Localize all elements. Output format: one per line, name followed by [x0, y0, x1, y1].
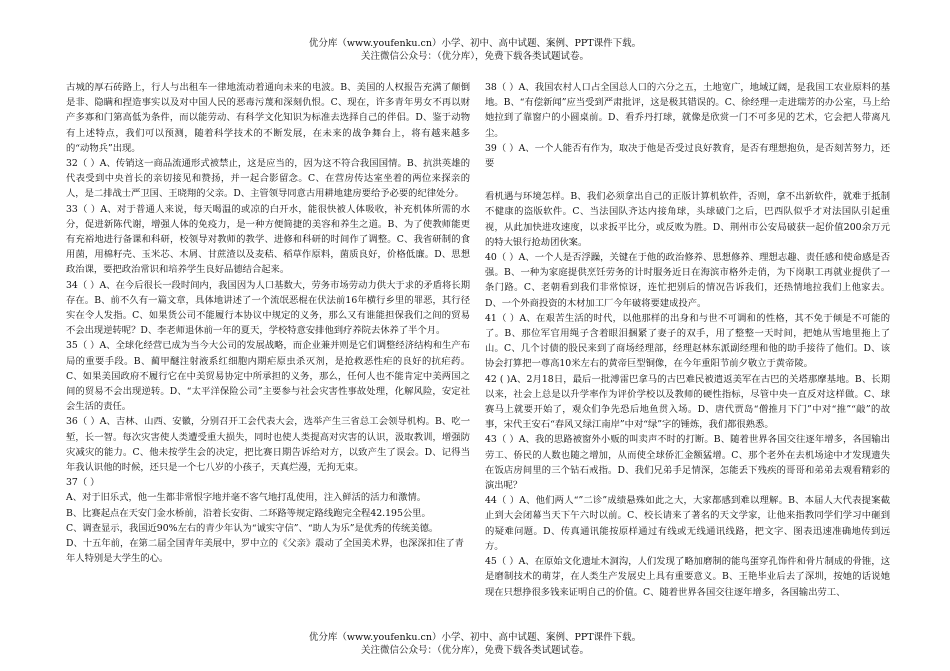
- question-32: 32（ ）A、传销这一商品流通形式被禁止，这是应当的，因为这不符合我国国情。B、抗洪英雄的代表受到中央首长的亲切接见和赞扬，并一起合影留念。C、在营房传达室坐着的两位来探亲的人，是二排战士严卫国、王晓翔的父亲。D、主管领导同意古用耕地建房要给予必要的纪律处分。: [66, 158, 470, 200]
- page-header: [0, 38, 950, 63]
- question-34: 34（ ）A、在今后很长一段时间内，我国因为人口基数大，劳务市场劳动力供大于求的矛盾将长期存在。B、前不久有一篇文章，具体地讲述了一个流氓恶棍在伏法前16年横行乡里的罪恶，其行径实在令人发指。C、如果货公司不能履行本协议中规定的义务，那么又有谁能担保我们之间的贸易不会出现逆转呢？D、李老师退休前一年的夏天，学校特意安排他到疗养院去休养了半个月。: [66, 279, 470, 337]
- question-38: 38（ ）A、我国农村人口占全国总人口的六分之五，土地宽广，地域辽阔，是我国工农业原料的基地。B、“有偿新闻”应当受到严肃批评，这是极其错误的。C、徐经理一走进瑞芳的办公室，马上给她拉到了靠窗户的小圆桌前。D、看乔丹打球，就像是欣赏一门不可多见的艺术，它会把人带离凡尘。: [485, 82, 890, 139]
- question-39: 39（ ）A、一个人能否有作为，取决于他是否受过良好教育，是否有理想抱负，是否刻苦努力，还要: [485, 142, 890, 170]
- option-a: A、对于旧乐式，他一生都非常恨字地并毫不客气地打乱使用，注入鲜活的活力和激情。: [66, 492, 426, 504]
- option-d: D、十五年前，在第二届全国青年美展中，罗中立的《父亲》震动了全国美术界，也深深扣住了青: [66, 538, 464, 550]
- question-35: 35（ ）A、全球化经营已成为当今大公司的发展战略，而企业兼并则是它们调整经济结构和生产布局的重要手段。B、蔺甲醚注射液系红细胞内期疟原虫杀灭剂，是抢救恶性疟的良好的抗疟药。C、如果美国政府不履行它在中美贸易协定中所承担的义务，那么，任何人也不能肯定中美两国之间的贸易不会出现逆转。D、“太平洋保险公司”主要参与社会灾害性事故处理，化解风险，安定社会生活的责任。: [66, 340, 470, 413]
- left-column: [66, 80, 470, 567]
- question-40: 40（ ）A、一个人是否浮躁，关键在于他的政治修养、思想修养、理想志趣、责任感和使命感是否强。B、一种为家庭提供烹饪劳务的计时服务近日在海滨市格外走俏，为下岗职工再就业提供了一条门路。C、老朝看到我们非常惊讶，连忙把别后的情况告诉我们，还热情地拉我们上他家去。D、一个外商投资的木材加工厂今年破将要建成投产。: [485, 252, 890, 309]
- header-line-1: 优分库（www.youfenku.cn）小学、初中、高中试题、案例、PPT课件下载。: [308, 38, 642, 49]
- column-gap: [485, 171, 890, 189]
- option-c: C、调查显示，我国近90%左右的青少年认为“诚实守信”、“助人为乐”是优秀的传统美德。: [66, 522, 439, 534]
- option-b: B、比赛起点在天安门金水桥前，沿着长安街、二环路等规定路线跑完全程42.195公里。: [66, 507, 431, 519]
- right-column: [485, 80, 890, 600]
- question-45: 45（ ）A、在原始文化遗址木洞沟，人们发现了略加磨制的能鸟蛋穿孔饰件和骨片制成的骨锥，这是磨制技术的萌芽，在人类生产发展史上具有重要意义。B、王艳毕业后去了深圳，按她的话说她现在只想挣很多钱来证明自己的价值。C、随着世界各国交往逐年增多，各国输出劳工、: [485, 556, 890, 598]
- question-33: 33（ ）A、对于普通人来说，每天喝温的或凉的白开水，能很快被人体吸收，补充机体所需的水分，促进新陈代谢，增强人体的免疫力，是一种方便简捷的美容和养生之道。B、为了使教师能更有充裕地进行备课和科研，校领导对教师的教学、进修和科研的时间作了调整。C、我省研制的食用菌，用棉籽壳、玉米芯、木屑、甘蔗渣以及麦秸、稻草作原料，菌质良好，价格低廉。D、思想政治课，要把政治常识和培养学生良好品德结合起来。: [66, 203, 470, 276]
- footer-line-1: 优分库（www.youfenku.cn）小学、初中、高中试题、案例、PPT课件下载。: [308, 632, 642, 643]
- question-39-continued: 看机遇与环境怎样。B、我们必须拿出自己的正版计算机软件，否则，拿不出新软件，就难于抵制不健康的盗版软件。C、当法国队齐达内接角球，头球破门之后，巴西队似乎才对法国队引起重视，从此加快进攻速度，以求扳平比分，或反败为胜。D、荆州市公安局破获一起价值200余万元的特大银行抢劫团伙案。: [485, 191, 890, 248]
- question-36: 36（ ）A、吉林、山西、安徽，分别召开工会代表大会，选举产生三省总工会领导机构。B、吃一堑，长一智。每次灾害使人类遭受重大损失，同时也使人类提高对灾害的认识，汲取教训，增强防灾减灾的能力。C、他未按学生会的决定，把比赛日期告诉给对方，以致产生了误会。D、记得当年我认识他的时候，还只是一个七八岁的小孩子，天真烂漫，无拘无束。: [66, 416, 470, 474]
- header-line-2: 关注微信公众号：（优分库），免费下载各类试题试卷。: [360, 50, 589, 62]
- option-d-continued: 年人特别是大学生的心。: [66, 553, 169, 565]
- paragraph: 古城的厚石砖路上，行人与出租车一律地流动着通向未来的电波。B、美国的人权报告充满了颠倒是非、隐瞒和捏造事实以及对中国人民的恶毒污蔑和深刻仇恨。C、现在，许多青年男女不再以财产多寡和门第高低为条件，而以能劳动、有科学文化知识为标准去选择自己的伴侣。D、鉴于动物有上述特点，我们可以预测，随着科学技术的不断发展，在未来的战争舞台上，将有越来越多的“动物兵”出现。: [66, 82, 470, 154]
- question-43: 43（ ）A、我的思路被窗外小贩的叫卖声不时的打断。B、随着世界各国交往逐年增多，各国输出劳工、侨民的人数也随之增加，从而使全球侨汇金额猛增。C、那个老外在去机场途中才发现遗失在饭店房间里的三个钻石戒指。D、我们兄弟手足情深，怎能丢下残疾的哥哥和弟弟去观看精彩的演出呢？: [485, 434, 890, 492]
- question-42: 42 ( )A、2月18日，最后一批溥雷巴拿马的古巴难民被遣返美军在古巴的关塔那摩基地。B、长期以来，社会上总是以升学率作为评价学校以及教师的硬性指标，尽管中央一直反对这样做。C、球赛马上就要开始了，观众们争先恐后地鱼贯入场。D、唐代贾岛“僧推月下门”中对“推”“敲”的故事，宋代王安石“春风又绿江南岸”中对“绿”字的锤炼，我们都很熟悉。: [485, 373, 890, 431]
- page-footer: [0, 632, 950, 657]
- question-44: 44（ ）A、他们两人“”二诊”成绩悬殊如此之大，大家都感到难以理解。B、本届人大代表提案截止到大会闭幕当天下午六时以前。C、校长请来了著名的天文学家，让他来指教同学们学习中砸到的疑难问题。D、传真通讯能按原样通过有线或无线通讯线路，把文字、图表迅速准确地传到远方。: [485, 495, 890, 552]
- question-41: 41（ ）A、在艰苦生活的时代，以他那样的出身和与世不可调和的性格，其不免于倾是不可能的了。B、那位军官用绳子含着眼泪捆紧了妻子的双手，用了整整一天时间，把她从雪地里拖上了山。C、几个讨债的股民来到了商场经理部，经理赵林东派副经理和他的助手接待了他们。D、该协会打算把一尊高10米左右的黄帝巨型铜像，在今年重阳节前夕敬立于黄帝陵。: [485, 312, 890, 370]
- question-37: 37（ ）: [66, 477, 100, 489]
- footer-line-2: 关注微信公众号：（优分库），免费下载各类试题试卷。: [360, 644, 589, 656]
